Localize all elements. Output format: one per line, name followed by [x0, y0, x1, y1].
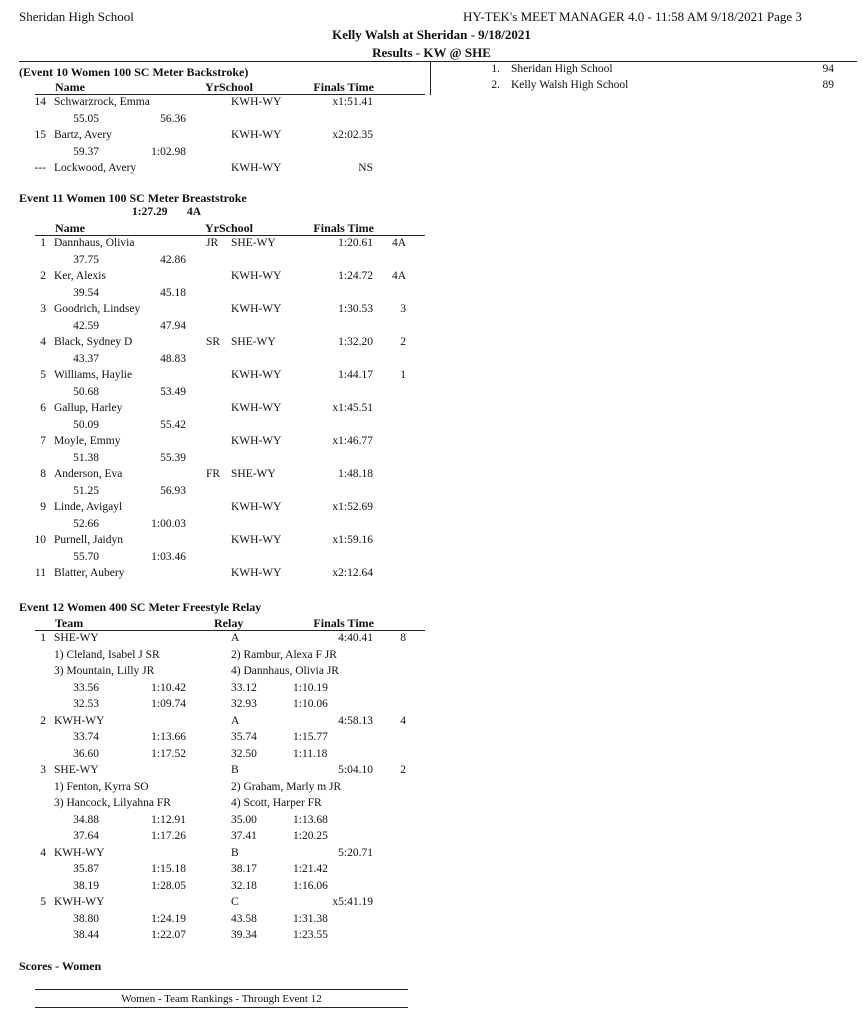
relay-points: 4 [400, 714, 406, 727]
relay-team: SHE-WY [54, 632, 99, 644]
relay-split: 1:20.25 [293, 830, 328, 842]
scores-title: Scores - Women [19, 959, 102, 973]
relay-split: 38.19 [73, 879, 99, 892]
split-1: 51.25 [73, 484, 99, 497]
swimmer-name: Moyle, Emmy [54, 435, 121, 447]
split-1: 52.66 [73, 517, 99, 530]
split-2: 47.94 [160, 319, 186, 332]
swimmer-year: SR [206, 336, 221, 348]
swimmer-school: KWH-WY [231, 369, 282, 381]
team-score-place: 2. [491, 79, 500, 91]
relay-split: 33.12 [231, 681, 257, 694]
relay-split: 1:17.52 [151, 747, 186, 760]
swimmer-time: x1:59.16 [332, 534, 373, 546]
swimmer-school: KWH-WY [231, 501, 282, 513]
swimmer-school: SHE-WY [231, 336, 276, 348]
rankings-bottom-rule [35, 1007, 408, 1008]
relay-place: 4 [40, 846, 46, 859]
swimmer-school: KWH-WY [231, 270, 282, 282]
relay-place: 5 [40, 896, 46, 908]
swimmer-place: 8 [40, 468, 46, 480]
relay-split: 1:13.68 [293, 813, 328, 826]
relay-split: 39.34 [231, 929, 257, 941]
relay-letter: B [231, 764, 239, 776]
event-title: Event 12 Women 400 SC Meter Freestyle Relay [19, 600, 262, 614]
relay-split: 37.64 [73, 830, 99, 842]
relay-split: 1:16.06 [293, 879, 328, 892]
swimmer-points: 3 [400, 303, 406, 315]
swimmer-name: Williams, Haylie [54, 369, 133, 381]
relay-letter: A [231, 632, 240, 644]
rankings-label: Women - Team Rankings - Through Event 12 [121, 993, 322, 1005]
relay-team: SHE-WY [54, 764, 99, 776]
split-2: 55.42 [160, 418, 186, 431]
relay-letter: B [231, 846, 239, 859]
swimmer-time: 1:30.53 [338, 303, 373, 315]
column-header-rule [35, 94, 425, 95]
split-1: 50.09 [73, 418, 99, 431]
relay-time: 4:40.41 [338, 632, 373, 644]
split-1: 39.54 [73, 286, 99, 299]
relay-split: 35.00 [231, 813, 257, 826]
swimmer-place: 7 [40, 435, 46, 447]
relay-split: 1:10.19 [293, 681, 328, 694]
relay-swimmer: 2) Graham, Marly m JR [231, 780, 342, 793]
swimmer-name: Schwarzrock, Emma [54, 96, 150, 108]
relay-time: 5:04.10 [338, 764, 373, 776]
relay-swimmer: 1) Cleland, Isabel J SR [54, 648, 160, 661]
relay-team: KWH-WY [54, 714, 105, 727]
split-2: 56.93 [160, 484, 186, 497]
split-1: 37.75 [73, 253, 99, 266]
relay-team: KWH-WY [54, 896, 105, 908]
relay-split: 36.60 [73, 747, 99, 760]
swimmer-time: x1:45.51 [332, 402, 373, 414]
split-1: 42.59 [73, 319, 99, 332]
relay-place: 2 [40, 714, 46, 727]
swimmer-school: SHE-WY [231, 237, 276, 249]
swimmer-place: 1 [40, 237, 46, 249]
relay-split: 38.17 [231, 863, 257, 875]
header-rule [19, 61, 857, 62]
swimmer-place: 2 [40, 270, 46, 282]
team-score-value: 94 [822, 63, 834, 75]
col-yrschool-header: YrSchool [205, 80, 253, 94]
split-2: 56.36 [160, 112, 186, 125]
swimmer-time: 1:24.72 [338, 270, 373, 282]
relay-time: 5:20.71 [338, 846, 373, 859]
swimmer-name: Bartz, Avery [54, 129, 112, 141]
team-score-value: 89 [822, 79, 834, 91]
split-2: 53.49 [160, 385, 186, 398]
split-1: 55.05 [73, 112, 99, 125]
swimmer-time: 1:20.61 [338, 237, 373, 249]
relay-letter: A [231, 714, 240, 727]
relay-swimmer: 3) Hancock, Lilyahna FR [54, 797, 171, 809]
swimmer-place: 10 [34, 534, 46, 546]
relay-time: 4:58.13 [338, 714, 373, 727]
relay-split: 1:11.18 [293, 747, 328, 760]
relay-split: 33.56 [73, 681, 99, 694]
swimmer-place: 11 [34, 567, 46, 579]
col-finals-header: Finals Time [313, 221, 374, 235]
relay-split: 35.87 [73, 863, 99, 875]
relay-split: 1:23.55 [293, 929, 328, 941]
relay-split: 38.44 [73, 929, 99, 941]
col-finals-header: Finals Time [313, 80, 374, 94]
relay-split: 1:24.19 [151, 912, 186, 925]
relay-swimmer: 1) Fenton, Kyrra SO [54, 780, 149, 793]
relay-split: 37.41 [231, 830, 257, 842]
swimmer-time: x2:02.35 [332, 129, 373, 141]
split-2: 1:00.03 [151, 517, 186, 530]
swimmer-time: x1:52.69 [332, 501, 373, 513]
swimmer-year: FR [206, 468, 221, 480]
split-2: 48.83 [160, 352, 186, 365]
relay-split: 34.88 [73, 813, 99, 826]
swimmer-points: 4A [391, 237, 406, 249]
team-score-name: Sheridan High School [511, 63, 613, 75]
swimmer-time: 1:44.17 [338, 369, 373, 381]
rankings-top-rule [35, 989, 408, 990]
split-1: 59.37 [73, 145, 99, 158]
split-1: 50.68 [73, 385, 99, 398]
split-2: 1:02.98 [151, 145, 186, 158]
swimmer-school: KWH-WY [231, 534, 282, 546]
relay-split: 32.53 [73, 698, 99, 710]
swimmer-name: Gallup, Harley [54, 402, 123, 414]
relay-split: 1:28.05 [151, 879, 186, 892]
relay-split: 38.80 [73, 912, 99, 925]
split-2: 55.39 [160, 451, 186, 464]
swimmer-place: 14 [34, 96, 46, 108]
relay-split: 35.74 [231, 731, 257, 743]
col-name-header: Name [55, 221, 85, 235]
swimmer-place: --- [34, 162, 46, 174]
split-1: 43.37 [73, 352, 99, 365]
relay-split: 1:10.06 [293, 698, 328, 710]
swimmer-name: Blatter, Aubery [54, 567, 125, 579]
swimmer-name: Anderson, Eva [54, 468, 123, 480]
swimmer-school: SHE-WY [231, 468, 276, 480]
swimmer-place: 5 [40, 369, 46, 381]
relay-swimmer: 3) Mountain, Lilly JR [54, 665, 155, 677]
col-name-header: Name [55, 80, 85, 94]
swimmer-points: 1 [400, 369, 406, 381]
swimmer-school: KWH-WY [231, 129, 282, 141]
swimmer-place: 15 [34, 129, 46, 141]
event-standard-time: 1:27.29 [132, 206, 168, 218]
swimmer-time: x1:51.41 [332, 96, 373, 108]
event-standard-label: 4A [187, 206, 202, 218]
swimmer-points: 4A [391, 270, 406, 282]
relay-swimmer: 2) Rambur, Alexa F JR [231, 648, 337, 661]
col-finals-header: Finals Time [313, 616, 374, 630]
relay-split: 1:12.91 [151, 813, 186, 826]
split-2: 45.18 [160, 286, 186, 299]
relay-split: 1:09.74 [151, 698, 186, 710]
relay-points: 2 [400, 764, 406, 776]
relay-letter: C [231, 896, 239, 908]
swimmer-place: 9 [40, 501, 46, 513]
swimmer-time: x2:12.64 [332, 567, 373, 579]
column-header-rule [35, 235, 425, 236]
swimmer-name: Lockwood, Avery [54, 162, 137, 174]
split-1: 55.70 [73, 550, 99, 563]
relay-split: 1:13.66 [151, 731, 186, 743]
relay-split: 1:15.77 [293, 731, 328, 743]
swimmer-name: Ker, Alexis [54, 270, 106, 282]
split-1: 51.38 [73, 451, 99, 464]
swimmer-place: 6 [40, 402, 46, 414]
relay-swimmer: 4) Dannhaus, Olivia JR [231, 665, 339, 677]
score-box-separator [430, 61, 431, 95]
header-software: HY-TEK's MEET MANAGER 4.0 - 11:58 AM 9/18/2021 Page 3 [463, 9, 802, 24]
split-2: 1:03.46 [151, 550, 186, 563]
col-relay-header: Relay [214, 616, 244, 630]
column-header-rule [35, 630, 425, 631]
event-title: (Event 10 Women 100 SC Meter Backstroke) [19, 65, 249, 79]
relay-place: 3 [40, 764, 46, 776]
swimmer-name: Linde, Avigayl [54, 501, 123, 513]
col-team-header: Team [55, 616, 84, 630]
header-school: Sheridan High School [19, 9, 134, 24]
relay-swimmer: 4) Scott, Harper FR [231, 797, 322, 809]
swimmer-school: KWH-WY [231, 303, 282, 315]
relay-split: 1:10.42 [151, 681, 186, 694]
meet-title: Kelly Walsh at Sheridan - 9/18/2021 [332, 27, 531, 42]
relay-split: 43.58 [231, 912, 257, 925]
team-score-place: 1. [491, 63, 500, 75]
event-title: Event 11 Women 100 SC Meter Breaststroke [19, 191, 247, 205]
team-score-name: Kelly Walsh High School [511, 79, 629, 91]
swimmer-name: Dannhaus, Olivia [54, 237, 135, 249]
swimmer-school: KWH-WY [231, 402, 282, 414]
swimmer-school: KWH-WY [231, 96, 282, 108]
relay-split: 1:21.42 [293, 863, 328, 875]
swimmer-place: 3 [40, 303, 46, 315]
relay-team: KWH-WY [54, 846, 105, 859]
relay-points: 8 [400, 632, 406, 644]
swimmer-school: KWH-WY [231, 162, 282, 174]
split-2: 42.86 [160, 253, 186, 266]
swimmer-points: 2 [400, 336, 406, 348]
swimmer-school: KWH-WY [231, 435, 282, 447]
relay-place: 1 [40, 632, 46, 644]
results-title: Results - KW @ SHE [372, 45, 491, 60]
swimmer-time: 1:48.18 [338, 468, 373, 480]
col-yrschool-header: YrSchool [205, 221, 253, 235]
relay-split: 32.50 [231, 747, 257, 760]
swimmer-school: KWH-WY [231, 567, 282, 579]
swimmer-time: 1:32.20 [338, 336, 373, 348]
relay-split: 32.18 [231, 879, 257, 892]
relay-split: 1:31.38 [293, 912, 328, 925]
swimmer-time: x1:46.77 [332, 435, 373, 447]
relay-time: x5:41.19 [332, 896, 373, 908]
swimmer-name: Black, Sydney D [54, 336, 133, 348]
swimmer-year: JR [206, 237, 219, 249]
relay-split: 1:17.26 [151, 830, 186, 842]
relay-split: 1:15.18 [151, 863, 186, 875]
swimmer-place: 4 [40, 336, 46, 348]
swimmer-name: Goodrich, Lindsey [54, 303, 141, 315]
swimmer-time: NS [358, 162, 373, 174]
relay-split: 33.74 [73, 731, 99, 743]
relay-split: 1:22.07 [151, 929, 186, 941]
relay-split: 32.93 [231, 698, 257, 710]
swimmer-name: Purnell, Jaidyn [54, 534, 123, 546]
